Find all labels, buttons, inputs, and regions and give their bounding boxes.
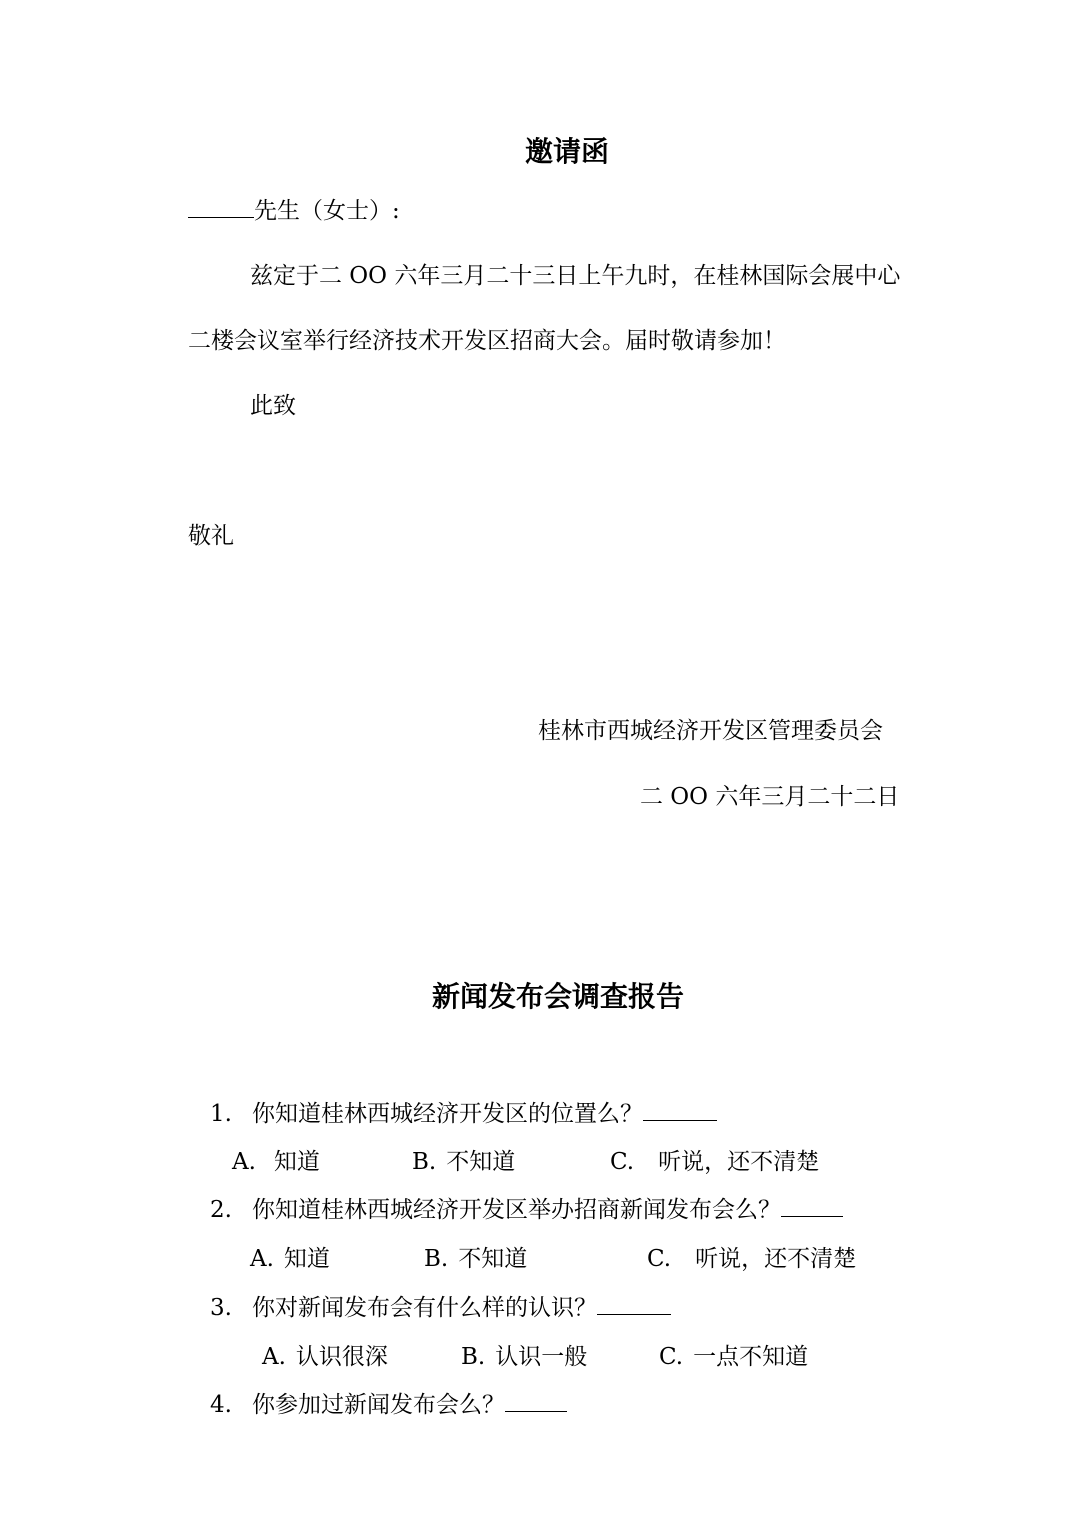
question-number: 2. bbox=[210, 1197, 232, 1223]
question-1-option-b bbox=[412, 1151, 515, 1174]
question-1-option-a bbox=[232, 1151, 320, 1174]
option-text: 认识很深 bbox=[295, 1344, 388, 1370]
invitation-closing-2: 敬礼 bbox=[188, 523, 234, 549]
option-letter: C. bbox=[647, 1246, 672, 1272]
question-text: 你知道桂林西城经济开发区的位置么？ bbox=[251, 1101, 643, 1127]
invitation-signature-org: 桂林市西城经济开发区管理委员会 bbox=[538, 718, 883, 744]
question-text: 你参加过新闻发布会么？ bbox=[251, 1392, 505, 1418]
name-blank-line bbox=[188, 217, 254, 218]
question-text: 你对新闻发布会有什么样的认识？ bbox=[251, 1295, 597, 1321]
question-text: 你知道桂林西城经济开发区举办招商新闻发布会么？ bbox=[251, 1197, 781, 1223]
option-text: 不知道 bbox=[446, 1149, 516, 1175]
answer-blank-line bbox=[597, 1314, 671, 1315]
question-1 bbox=[210, 1103, 717, 1126]
answer-blank-line bbox=[505, 1411, 567, 1412]
option-text: 听说，还不清楚 bbox=[695, 1246, 857, 1272]
invitation-title: 邀请函 bbox=[525, 135, 610, 168]
option-letter: A. bbox=[262, 1344, 286, 1370]
question-number: 3. bbox=[210, 1295, 232, 1321]
question-3 bbox=[210, 1297, 671, 1320]
question-2 bbox=[210, 1199, 843, 1222]
option-letter: B. bbox=[424, 1246, 449, 1272]
option-text: 知道 bbox=[273, 1149, 320, 1175]
option-letter: C. bbox=[610, 1149, 635, 1175]
option-letter: B. bbox=[461, 1344, 486, 1370]
option-letter: A. bbox=[250, 1246, 274, 1272]
option-letter: B. bbox=[412, 1149, 437, 1175]
question-number: 4. bbox=[210, 1392, 232, 1418]
salutation-suffix: 先生（女士）: bbox=[254, 198, 400, 224]
option-text: 知道 bbox=[283, 1246, 330, 1272]
question-3-option-b bbox=[461, 1346, 587, 1369]
question-2-option-c bbox=[647, 1248, 856, 1271]
question-2-option-b bbox=[424, 1248, 527, 1271]
invitation-closing-1: 此致 bbox=[250, 393, 296, 419]
option-letter: A. bbox=[232, 1149, 256, 1175]
option-text: 一点不知道 bbox=[693, 1344, 809, 1370]
question-4 bbox=[210, 1394, 567, 1417]
invitation-paragraph-line2: 二楼会议室举行经济技术开发区招商大会。届时敬请参加！ bbox=[188, 328, 786, 354]
answer-blank-line bbox=[781, 1216, 843, 1217]
question-number: 1. bbox=[210, 1101, 232, 1127]
option-letter: C. bbox=[659, 1344, 684, 1370]
question-1-option-c bbox=[610, 1151, 819, 1174]
option-text: 听说，还不清楚 bbox=[658, 1149, 820, 1175]
question-2-option-a bbox=[250, 1248, 330, 1271]
invitation-paragraph-line1: 兹定于二 OO 六年三月二十三日上午九时，在桂林国际会展中心 bbox=[250, 263, 901, 289]
option-text: 认识一般 bbox=[495, 1344, 588, 1370]
question-3-option-c bbox=[659, 1346, 808, 1369]
question-3-option-a bbox=[262, 1346, 388, 1369]
invitation-salutation bbox=[188, 200, 400, 223]
answer-blank-line bbox=[643, 1120, 717, 1121]
invitation-signature-date: 二 OO 六年三月二十二日 bbox=[640, 784, 900, 810]
option-text: 不知道 bbox=[458, 1246, 528, 1272]
survey-title: 新闻发布会调查报告 bbox=[432, 980, 685, 1013]
